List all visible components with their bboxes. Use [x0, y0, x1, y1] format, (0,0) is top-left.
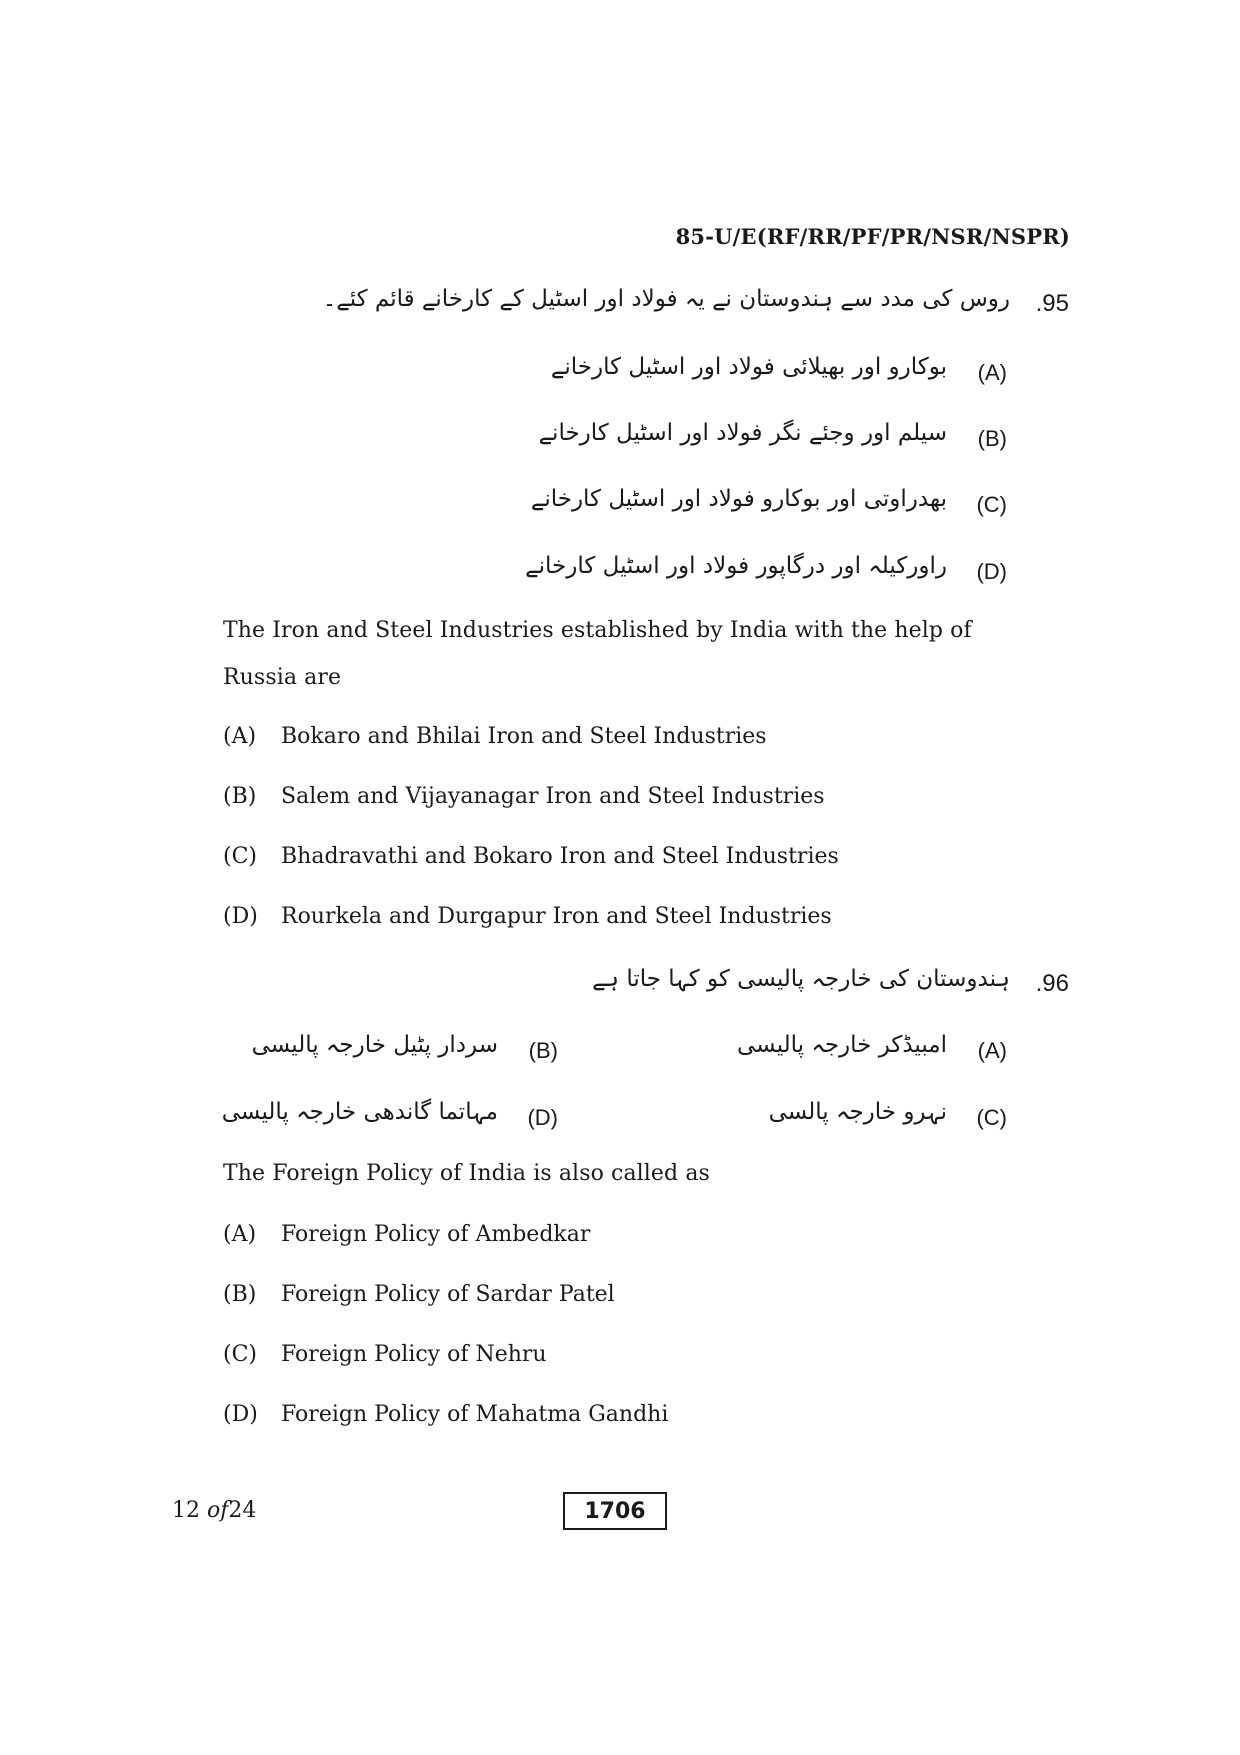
q95-english-option-c: Bhadravathi and Bokaro Iron and Steel Industries [281, 844, 839, 869]
q95-english-option-c-label: (C) [223, 844, 257, 869]
q95-english-option-b: Salem and Vijayanagar Iron and Steel Industries [281, 784, 825, 809]
q95-urdu-option-a-label: (A) [977, 360, 1007, 385]
q96-number-urdu: .96 [1035, 970, 1069, 997]
booklet-code-box [563, 1492, 667, 1530]
q96-urdu-option-a: امبیڈکر خارجہ پالیسی [737, 1032, 947, 1058]
q95-urdu-option-c-label: (C) [976, 492, 1007, 517]
q95-urdu-option-b-label: (B) [977, 426, 1007, 451]
q96-english-option-b: Foreign Policy of Sardar Patel [281, 1282, 615, 1307]
q95-english-option-a: Bokaro and Bhilai Iron and Steel Industries [281, 724, 767, 749]
q95-urdu-option-c: بھدراوتی اور بوکارو فولاد اور اسٹیل کارخانے [530, 486, 947, 512]
q96-english-option-c-label: (C) [223, 1342, 257, 1367]
q96-urdu-option-c-label: (C) [976, 1105, 1007, 1130]
q95-urdu-option-a: بوکارو اور بھیلائی فولاد اور اسٹیل کارخانے [550, 354, 947, 380]
q95-english-question: The Iron and Steel Industries established by India with the help of Russia are [223, 618, 972, 690]
q95-urdu-option-d-label: (D) [976, 559, 1007, 584]
q96-english-option-a-label: (A) [223, 1222, 257, 1247]
q96-english-option-d-label: (D) [223, 1402, 258, 1427]
q96-urdu-option-b: سردار پٹیل خارجہ پالیسی [251, 1032, 498, 1058]
page-number [172, 1498, 256, 1523]
q95-urdu-option-b: سیلم اور وجئے نگر فولاد اور اسٹیل کارخانے [538, 420, 947, 446]
q95-number-urdu: .95 [1035, 290, 1069, 317]
q96-urdu-option-a-label: (A) [977, 1038, 1007, 1063]
q95-english-option-d-label: (D) [223, 904, 258, 929]
q95-english-option-a-label: (A) [223, 724, 257, 749]
q96-urdu-option-d: مہاتما گاندھی خارجہ پالیسی [221, 1099, 498, 1125]
q95-urdu-option-d: راورکیلہ اور درگاپور فولاد اور اسٹیل کارخانے [525, 553, 947, 579]
q96-english-option-b-label: (B) [223, 1282, 257, 1307]
q96-urdu-option-c: نہرو خارجہ پالسی [768, 1099, 947, 1125]
q95-english-option-d: Rourkela and Durgapur Iron and Steel Industries [281, 904, 832, 929]
page-total: 24 [228, 1498, 257, 1523]
page-of: of [207, 1498, 229, 1523]
q96-english-option-a: Foreign Policy of Ambedkar [281, 1222, 591, 1247]
q96-english-question: The Foreign Policy of India is also called as [223, 1161, 710, 1186]
q96-urdu-option-b-label: (B) [528, 1038, 558, 1063]
q96-urdu-option-d-label: (D) [527, 1105, 558, 1130]
booklet-code: 1706 [584, 1498, 646, 1524]
q96-urdu-question: ہندوستان کی خارجہ پالیسی کو کہا جاتا ہے [592, 966, 1010, 992]
q96-english-option-d: Foreign Policy of Mahatma Gandhi [281, 1402, 669, 1427]
q95-urdu-question: روس کی مدد سے ہندوستان نے یہ فولاد اور اسٹیل کے کارخانے قائم کئے۔ [322, 286, 1010, 312]
q96-english-option-c: Foreign Policy of Nehru [281, 1342, 547, 1367]
page-current: 12 [172, 1498, 200, 1523]
q95-english-option-b-label: (B) [223, 784, 257, 809]
paper-code: 85-U/E(RF/RR/PF/PR/NSR/NSPR) [675, 224, 1070, 249]
